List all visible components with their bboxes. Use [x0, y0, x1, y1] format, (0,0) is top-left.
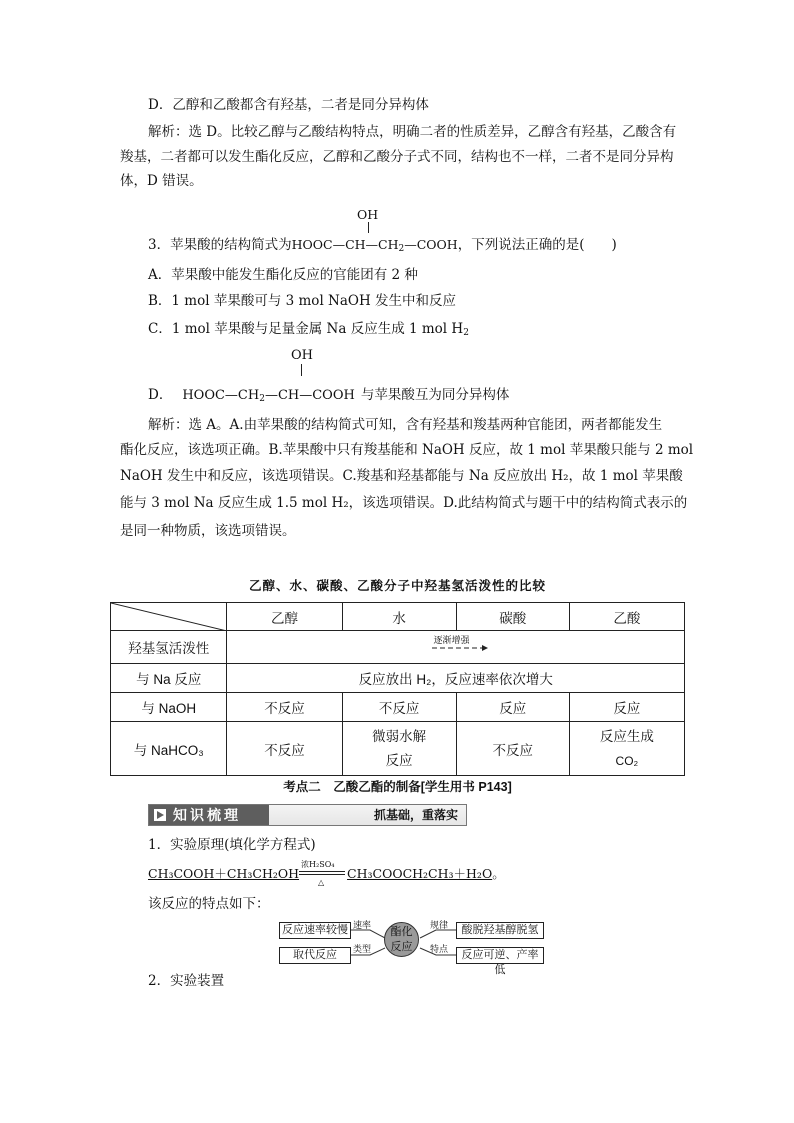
label-rule: 规律 — [430, 920, 449, 930]
analysis-previous: 解析：选 D。比较乙醇与乙酸结构特点，明确二者的性质差异，乙醇含有羟基，乙酸含有羧基，二者都可以发生酯化反应，乙醇和乙酸分子式不同，结构也不一样，二者不是同分异构体，D 错误。 — [120, 124, 677, 189]
cell: 不反应 — [227, 693, 342, 722]
mol1-formula: $HOOC—CH—CH_2—COOH$ — [291, 237, 458, 254]
row-label-nahco3: 与 NaHCO₃ — [111, 722, 227, 776]
option-a: A．苹果酸中能发生酯化反应的官能团有 2 种 — [148, 267, 418, 283]
trend-label: 逐渐增强 — [433, 635, 470, 645]
reaction-equation: CH₃COOH＋CH₃CH₂OH 浓H₂SO₄ △ CH₃COOCH₂CH₃＋H₂O。 — [148, 860, 505, 887]
header-acetic-acid: 乙酸 — [569, 603, 684, 631]
na-reaction-cell: 反应放出 H₂，反应速率依次增大 — [227, 664, 685, 693]
label-rate: 速率 — [353, 920, 372, 930]
mol2-formula: $HOOC—CH_2—CH—COOH$ — [182, 388, 355, 404]
principle-heading: 1．实验原理(填化学方程式) — [148, 837, 316, 853]
header-water: 水 — [342, 603, 456, 631]
analysis-q3-line: NaOH 发生中和反应，该选项错误。C.羧基和羟基都能与 Na 反应放出 H₂，故 1 mol 苹果酸 — [120, 468, 683, 484]
cell: 反应生成 CO₂ — [569, 722, 684, 776]
row-label-naoh: 与 NaOH — [111, 693, 227, 722]
analysis-q3-line: 是同一种物质，该选项错误。 — [120, 523, 296, 539]
option-b: B．1 mol 苹果酸可与 3 mol NaOH 发生中和反应 — [148, 293, 457, 309]
cell: 微弱水解 反应 — [342, 722, 456, 776]
cell: 不反应 — [342, 693, 456, 722]
analysis-q3-line: 能与 3 mol Na 反应生成 1.5 mol H₂，该选项错误。D.此结构简式与题干中的结构简式表示的 — [120, 495, 688, 511]
option-c: C．1 mol 苹果酸与足量金属 Na 反应生成 1 mol $H_2$ — [148, 321, 469, 338]
box-feature: 反应可逆、产率低 — [456, 947, 544, 964]
section-bar-label: 知识梳理 — [149, 805, 269, 825]
section-bar-slogan: 抓基础，重落实 — [373, 808, 458, 822]
header-ethanol: 乙醇 — [227, 603, 342, 631]
q3-suffix: ，下列说法正确的是( ) — [457, 237, 617, 253]
feature-intro: 该反应的特点如下： — [148, 896, 270, 912]
box-rule: 酸脱羟基醇脱氢 — [456, 922, 544, 939]
row-label-na: 与 Na 反应 — [111, 664, 227, 693]
box-rate: 反应速率较慢 — [279, 922, 351, 939]
mol1-oh: OH — [357, 207, 379, 222]
esterification-center: 酯化 反应 — [384, 922, 419, 957]
cell: 不反应 — [227, 722, 342, 776]
cell: 不反应 — [456, 722, 569, 776]
cell: 反应 — [569, 693, 684, 722]
label-feature: 特点 — [430, 944, 449, 954]
equation-products: CH₃COOCH₂CH₃＋H₂O — [347, 866, 493, 881]
box-type: 取代反应 — [279, 947, 351, 964]
cell: 反应 — [456, 693, 569, 722]
section-title: 考点二 乙酸乙酯的制备[学生用书 P143] — [283, 780, 512, 794]
analysis-q3-line: 酯化反应，该选项正确。B.苹果酸中只有羧基能和 NaOH 反应，故 1 mol 苹果酸只能与 2 mol — [120, 442, 694, 458]
apparatus-heading: 2．实验装置 — [148, 973, 225, 989]
option-d-previous: D．乙醇和乙酸都含有羟基，二者是同分异构体 — [148, 97, 429, 113]
q3-prefix: 3．苹果酸的结构简式为 — [148, 237, 292, 253]
table-caption: 乙醇、水、碳酸、乙酸分子中羟基氢活泼性的比较 — [248, 579, 546, 593]
mol2-oh: OH — [291, 348, 313, 363]
equation-reactants: CH₃COOH＋CH₃CH₂OH — [148, 866, 300, 881]
row-label-activity: 羟基氢活泼性 — [111, 631, 227, 664]
equation-condition: 浓H₂SO₄ △ — [299, 865, 347, 883]
header-carbonic-acid: 碳酸 — [456, 603, 569, 631]
analysis-q3-line: 解析：选 A。A.由苹果酸的结构简式可知，含有羟基和羧基两种官能团，两者都能发生 — [148, 417, 663, 433]
option-d: D． $HOOC—CH_2—CH—COOH$ 与苹果酸互为同分异构体 — [148, 387, 510, 404]
label-type: 类型 — [353, 944, 372, 954]
